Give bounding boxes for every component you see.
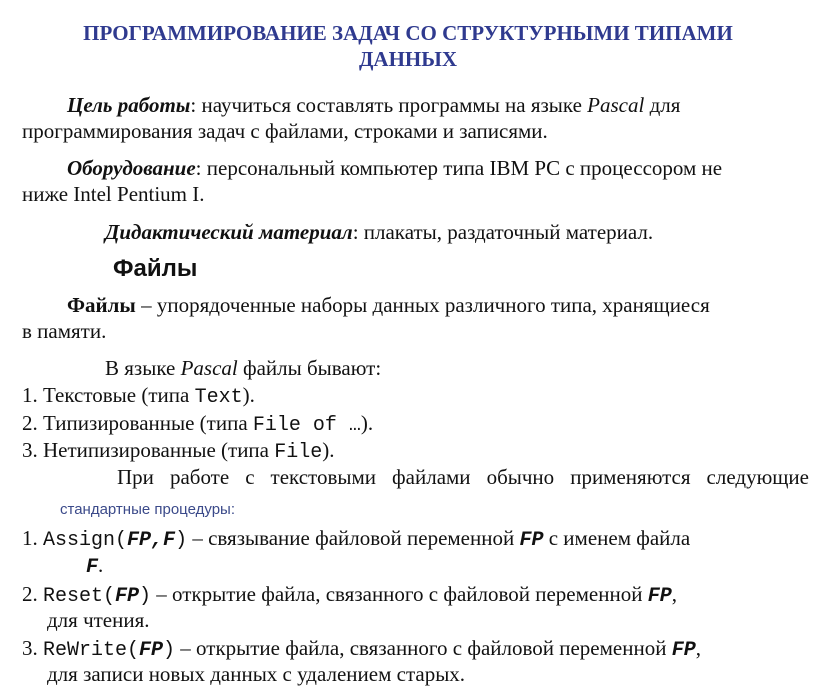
procedure-desc-end: с именем файла xyxy=(543,526,691,550)
goal-line-2: программирования задач с файлами, строками и записями. xyxy=(22,119,548,143)
goal-label: Цель работы xyxy=(67,93,191,117)
equipment-line-2: ниже Intel Pentium I. xyxy=(22,182,205,206)
procedure-name: Assign( xyxy=(43,529,128,552)
file-type-pre: Нетипизированные (типа xyxy=(37,438,275,462)
file-type-item xyxy=(22,382,255,411)
procedure-close: ) xyxy=(175,529,188,552)
procedure-num: 1. xyxy=(22,526,38,550)
pascal-files-intro-post: файлы бывают: xyxy=(237,356,382,380)
file-type-item xyxy=(22,437,335,466)
procedure-close: ) xyxy=(163,639,176,662)
procedure-desc-end: , xyxy=(671,582,677,606)
procedure-name: Reset( xyxy=(43,585,116,608)
procedure-assign-line-2 xyxy=(86,552,103,581)
goal-lang: Pascal xyxy=(587,93,645,117)
procedure-rewrite-line-2: для записи новых данных с удалением старых. xyxy=(47,662,466,686)
file-type-post: ). xyxy=(242,383,255,407)
goal-text-end: для xyxy=(644,93,681,117)
procedure-desc: – открытие файла, связанного с файловой переменной xyxy=(175,636,672,660)
equipment-line-1 xyxy=(67,155,722,181)
procedure-var: FP xyxy=(671,639,696,662)
procedures-intro: При работе с текстовыми файлами обычно применяются следующие xyxy=(117,465,809,489)
equipment-label: Оборудование xyxy=(67,156,196,180)
pascal-files-intro-pre: В языке xyxy=(105,356,181,380)
files-def-line-1 xyxy=(67,292,710,318)
pascal-files-lang: Pascal xyxy=(180,356,238,380)
procedure-desc: – связывание файловой переменной xyxy=(187,526,520,550)
procedure-arg: FP xyxy=(139,639,164,662)
procedure-var: FP xyxy=(647,585,672,608)
pascal-files-intro xyxy=(105,355,381,381)
file-type-code: File of … xyxy=(252,414,361,437)
file-type-num: 3. xyxy=(22,438,38,462)
procedure-arg: F xyxy=(163,529,176,552)
didactic-label: Дидактический материал xyxy=(105,220,353,244)
didactic-line xyxy=(105,219,653,245)
procedure-num: 3. xyxy=(22,636,38,660)
file-type-post: ). xyxy=(360,411,374,435)
file-type-code: File xyxy=(274,441,323,464)
procedure-arg: FP xyxy=(127,529,152,552)
procedure-item-rewrite xyxy=(22,635,701,664)
procedure-item-assign xyxy=(22,525,690,554)
page-title-line-2: ДАННЫХ xyxy=(358,47,458,71)
procedure-desc: – открытие файла, связанного с файловой переменной xyxy=(151,582,648,606)
procedure-arg: FP xyxy=(115,585,140,608)
procedure-name: ReWrite( xyxy=(43,639,140,662)
procedure-desc-end: , xyxy=(695,636,701,660)
files-def-line-2: в памяти. xyxy=(22,319,107,343)
procedure-var: FP xyxy=(519,529,544,552)
procedure-line2-end: . xyxy=(98,553,104,577)
file-type-num: 1. xyxy=(22,383,38,407)
file-type-pre: Типизированные (типа xyxy=(37,411,253,435)
procedure-item-reset xyxy=(22,581,677,610)
procedures-intro-2: стандартные процедуры: xyxy=(60,501,235,518)
procedure-sep: , xyxy=(151,529,164,552)
files-def-label: Файлы xyxy=(67,293,136,317)
goal-line-1 xyxy=(67,92,680,118)
didactic-text: : плакаты, раздаточный материал. xyxy=(352,220,654,244)
page-title xyxy=(0,20,816,72)
page-title-line-1: ПРОГРАММИРОВАНИЕ ЗАДАЧ СО СТРУКТУРНЫМИ ТИПАМИ xyxy=(83,21,733,45)
files-def-text: – упорядоченные наборы данных различного типа, хранящиеся xyxy=(135,293,710,317)
procedure-reset-line-2: для чтения. xyxy=(47,608,150,632)
procedure-num: 2. xyxy=(22,582,38,606)
file-type-item xyxy=(22,410,373,439)
file-type-pre: Текстовые (типа xyxy=(37,383,195,407)
file-type-post: ). xyxy=(322,438,335,462)
goal-text: : научиться составлять программы на языке xyxy=(190,93,588,117)
file-type-num: 2. xyxy=(22,411,38,435)
files-heading: Файлы xyxy=(113,255,198,282)
file-type-code: Text xyxy=(194,386,243,409)
equipment-text: : персональный компьютер типа IBM PC с процессором не xyxy=(195,156,723,180)
procedure-close: ) xyxy=(139,585,152,608)
procedure-var: F xyxy=(86,556,99,579)
